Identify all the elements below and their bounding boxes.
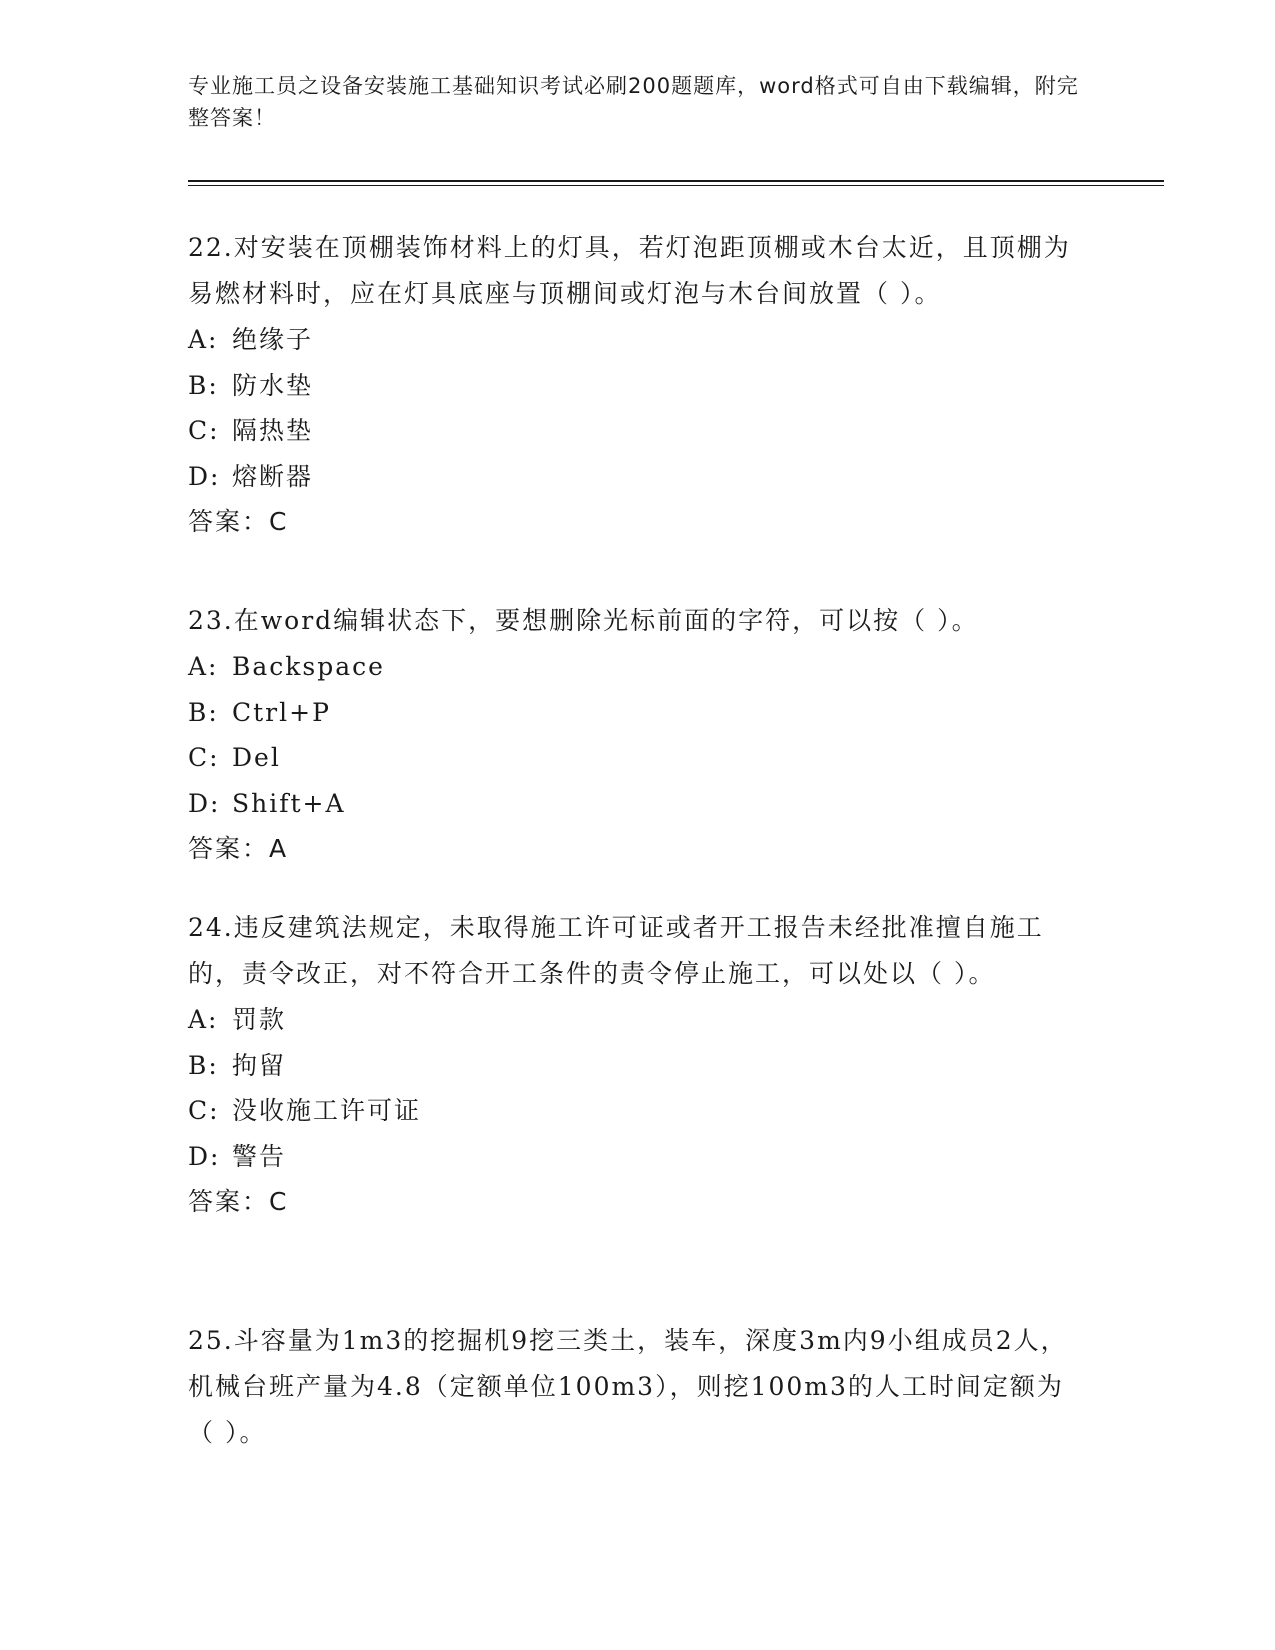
option-text: 熔断器 xyxy=(232,461,314,491)
option-a xyxy=(188,997,1088,1043)
question-24 xyxy=(188,905,1088,1225)
option-key: A: xyxy=(188,1005,219,1034)
option-key: C: xyxy=(188,1096,220,1125)
option-text: Shift+A xyxy=(232,788,346,818)
option-text: 隔热垫 xyxy=(232,416,314,445)
option-text: 没收施工许可证 xyxy=(232,1096,422,1125)
option-text: Ctrl+P xyxy=(232,697,331,727)
option-c xyxy=(188,1088,1088,1134)
option-b xyxy=(188,1043,1088,1089)
option-b xyxy=(188,690,1088,736)
document-header: 专业施工员之设备安装施工基础知识考试必刷200题题库，word格式可自由下载编辑，附完整答案！ xyxy=(188,74,1079,130)
option-text: Del xyxy=(232,743,281,772)
option-d xyxy=(188,454,1088,500)
option-key: B: xyxy=(188,370,219,400)
option-key: A: xyxy=(188,652,219,681)
answer-line: 答案：C xyxy=(188,1187,289,1216)
option-b xyxy=(188,363,1088,409)
option-d xyxy=(188,781,1088,827)
option-key: D: xyxy=(188,788,221,818)
option-key: B: xyxy=(188,1050,219,1080)
option-a xyxy=(188,644,1088,690)
option-key: B: xyxy=(188,697,219,727)
option-d xyxy=(188,1134,1088,1180)
option-a xyxy=(188,317,1088,363)
option-key: C: xyxy=(188,416,220,445)
option-key: C: xyxy=(188,743,220,772)
option-key: D: xyxy=(188,461,221,491)
option-key: A: xyxy=(188,325,219,354)
header-divider-thick xyxy=(188,180,1164,182)
question-25 xyxy=(188,1318,1088,1456)
question-stem: 24.违反建筑法规定，未取得施工许可证或者开工报告未经批准擅自施工的，责令改正，对不符合开工条件的责令停止施工，可以处以（ ）。 xyxy=(188,913,1044,988)
option-text: 绝缘子 xyxy=(232,325,314,354)
option-c xyxy=(188,735,1088,781)
option-key: D: xyxy=(188,1141,221,1171)
question-stem: 23.在word编辑状态下，要想删除光标前面的字符，可以按（ ）。 xyxy=(188,606,979,635)
question-22 xyxy=(188,225,1088,545)
answer-line: 答案：A xyxy=(188,834,289,863)
option-c xyxy=(188,408,1088,454)
option-text: 拘留 xyxy=(232,1050,287,1080)
header-divider-thin xyxy=(188,185,1164,186)
option-text: Backspace xyxy=(232,652,385,681)
option-text: 警告 xyxy=(232,1141,287,1171)
answer-line: 答案：C xyxy=(188,507,289,536)
question-23 xyxy=(188,598,1088,872)
option-text: 罚款 xyxy=(232,1005,287,1034)
question-stem: 25.斗容量为1m3的挖掘机9挖三类土，装车，深度3m内9小组成员2人，机械台班产量为4.8（定额单位100m3），则挖100m3的人工时间定额为（ ）。 xyxy=(188,1326,1068,1447)
question-stem: 22.对安装在顶棚装饰材料上的灯具，若灯泡距顶棚或木台太近，且顶棚为易燃材料时，应在灯具底座与顶棚间或灯泡与木台间放置（ ）。 xyxy=(188,233,1071,308)
option-text: 防水垫 xyxy=(232,370,314,400)
